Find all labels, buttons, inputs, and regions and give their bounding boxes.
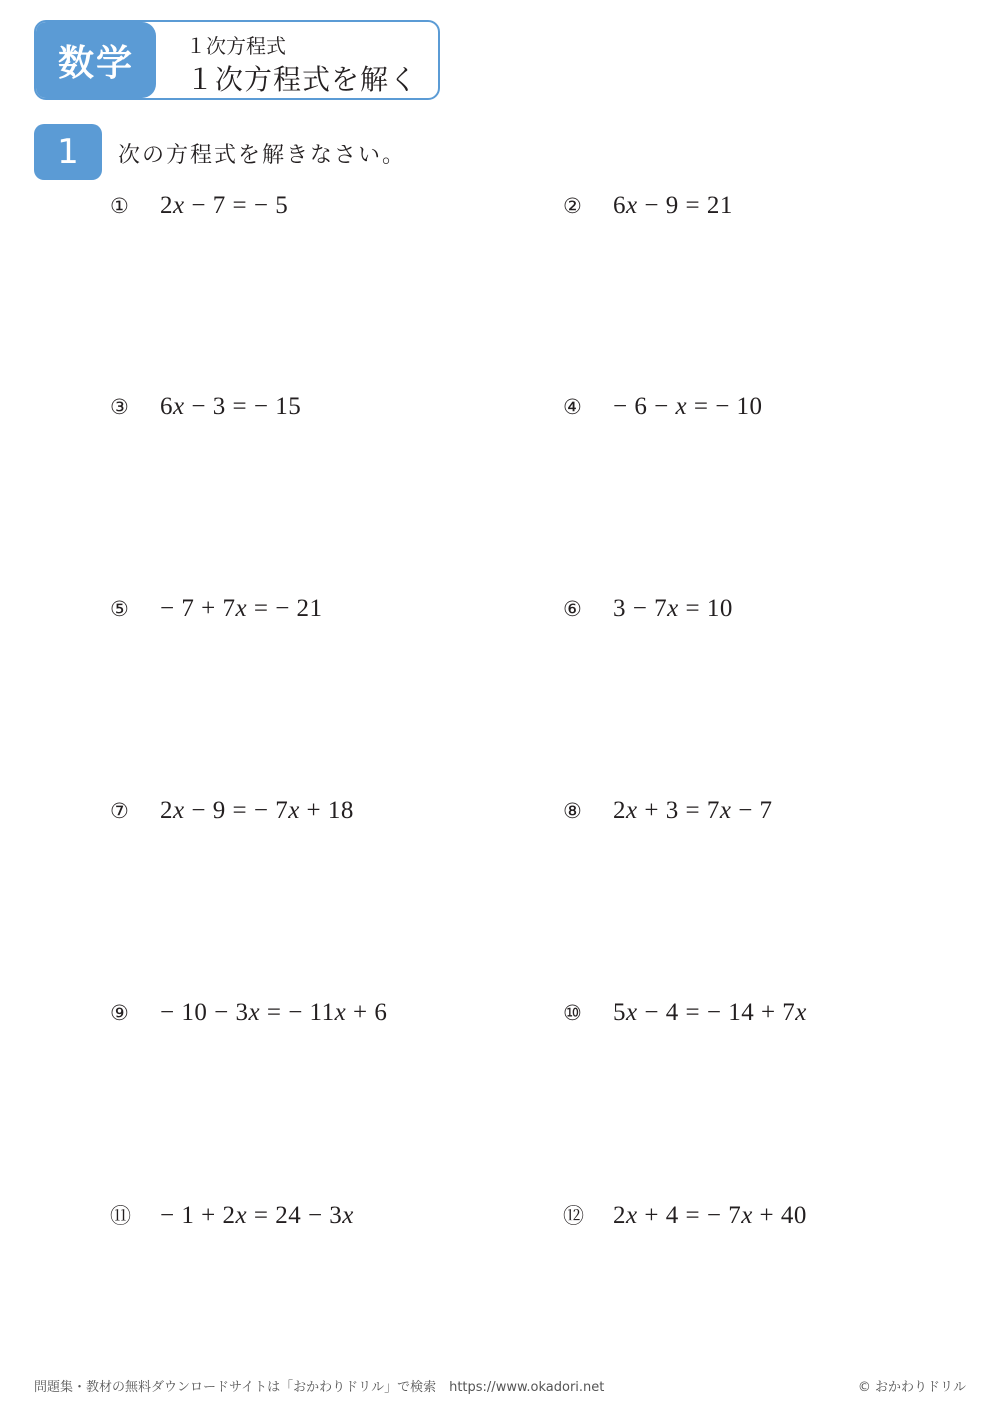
problem-12: [563, 1200, 807, 1230]
problem-number: ⑫: [563, 1204, 584, 1228]
problem-equation: 2x − 9 = − 7x + 18: [160, 797, 354, 824]
problem-number: ③: [110, 395, 129, 419]
problem-equation: 2x + 4 = − 7x + 40: [613, 1202, 807, 1229]
problem-number: ①: [110, 194, 129, 218]
problem-equation: − 7 + 7x = − 21: [160, 595, 323, 622]
problem-equation: − 10 − 3x = − 11x + 6: [160, 999, 388, 1026]
problem-number: ⑦: [110, 799, 129, 823]
problem-10: [563, 999, 807, 1027]
problem-equation: 2x + 3 = 7x − 7: [613, 797, 773, 824]
problem-equation: 6x − 9 = 21: [613, 192, 733, 219]
problem-7: [110, 797, 354, 825]
problem-11: [110, 1200, 354, 1230]
problem-number: ⑤: [110, 597, 129, 621]
unit-label: １次方程式: [186, 34, 286, 58]
footer-copyright: © おかわりドリル: [857, 1380, 966, 1395]
question-number-badge: 1: [34, 124, 102, 180]
problem-equation: 3 − 7x = 10: [613, 595, 733, 622]
problem-3: [110, 393, 301, 421]
problem-1: [110, 192, 288, 220]
footer-site-note: 問題集・教材の無料ダウンロードサイトは「おかわりドリル」で検索 https://www.okadori.net: [34, 1380, 605, 1395]
problem-number: ④: [563, 395, 582, 419]
problem-number: ②: [563, 194, 582, 218]
problem-number: ⑩: [563, 1001, 582, 1025]
subject-label: 数学: [36, 22, 156, 98]
problem-equation: 2x − 7 = − 5: [160, 192, 289, 219]
problem-number: ⑥: [563, 597, 582, 621]
problem-number: ⑧: [563, 799, 582, 823]
problem-number: ⑨: [110, 1001, 129, 1025]
problem-4: [563, 393, 763, 421]
problem-number: ⑪: [110, 1204, 131, 1228]
problem-2: [563, 192, 733, 220]
problem-6: [563, 595, 733, 623]
page-title: １次方程式を解く: [186, 63, 419, 96]
problem-8: [563, 797, 773, 825]
problem-equation: − 1 + 2x = 24 − 3x: [160, 1202, 354, 1229]
problem-equation: − 6 − x = − 10: [613, 393, 763, 420]
problem-equation: 5x − 4 = − 14 + 7x: [613, 999, 807, 1026]
problem-5: [110, 595, 323, 623]
header-box: [34, 20, 440, 100]
problem-9: [110, 999, 387, 1027]
problem-equation: 6x − 3 = − 15: [160, 393, 302, 420]
question-instruction: 次の方程式を解きなさい。: [118, 143, 407, 168]
